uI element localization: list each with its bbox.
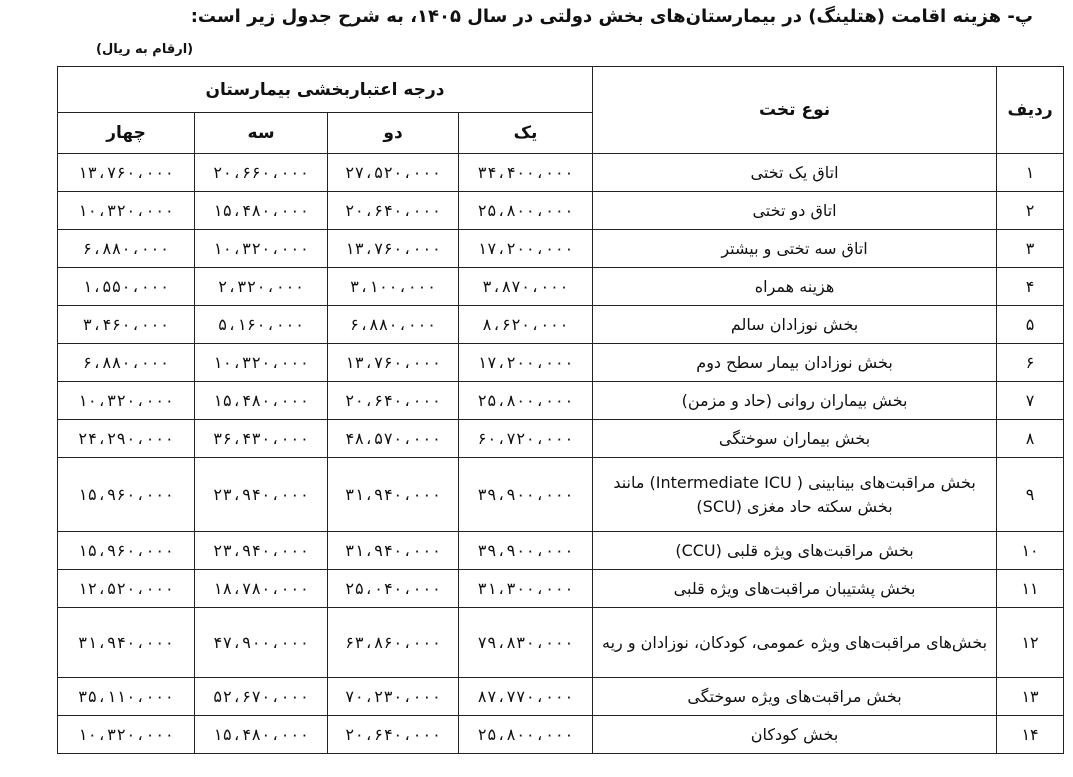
grade-3-cost-cell: ۱۵،۴۸۰،۰۰۰ <box>195 192 328 230</box>
grade-3-cost-cell: ۵۲،۶۷۰،۰۰۰ <box>195 678 328 716</box>
grade-4-cost-cell: ۳،۴۶۰،۰۰۰ <box>58 306 195 344</box>
grade-1-cost-cell: ۱۷،۲۰۰،۰۰۰ <box>459 344 593 382</box>
grade-3-cost-cell: ۳۶،۴۳۰،۰۰۰ <box>195 420 328 458</box>
unit-note: (ارقام به ریال) <box>96 42 194 57</box>
hoteling-cost-table <box>57 66 1064 754</box>
grade-2-cost-cell: ۴۸،۵۷۰،۰۰۰ <box>328 420 459 458</box>
table-row <box>58 608 1064 678</box>
grade-2-cost-cell: ۳۱،۹۴۰،۰۰۰ <box>328 458 459 532</box>
row-index-cell: ۱۲ <box>997 608 1064 678</box>
bed-type-cell: بخش نوزادان بیمار سطح دوم <box>593 344 997 382</box>
grade-4-cost-cell: ۳۵،۱۱۰،۰۰۰ <box>58 678 195 716</box>
grade-4-cost-cell: ۳۱،۹۴۰،۰۰۰ <box>58 608 195 678</box>
bed-type-cell: بخش بیماران سوختگی <box>593 420 997 458</box>
grade-2-cost-cell: ۶،۸۸۰،۰۰۰ <box>328 306 459 344</box>
row-index-cell: ۶ <box>997 344 1064 382</box>
header-row-index: ردیف <box>997 67 1064 154</box>
row-index-cell: ۱۰ <box>997 532 1064 570</box>
grade-2-cost-cell: ۲۰،۶۴۰،۰۰۰ <box>328 716 459 754</box>
grade-1-cost-cell: ۲۵،۸۰۰،۰۰۰ <box>459 716 593 754</box>
table-row <box>58 230 1064 268</box>
bed-type-cell: اتاق دو تختی <box>593 192 997 230</box>
grade-4-cost-cell: ۱۰،۳۲۰،۰۰۰ <box>58 192 195 230</box>
grade-4-cost-cell: ۱،۵۵۰،۰۰۰ <box>58 268 195 306</box>
grade-3-cost-cell: ۲۳،۹۴۰،۰۰۰ <box>195 458 328 532</box>
grade-3-cost-cell: ۱۵،۴۸۰،۰۰۰ <box>195 382 328 420</box>
grade-2-cost-cell: ۷۰،۲۳۰،۰۰۰ <box>328 678 459 716</box>
grade-3-cost-cell: ۵،۱۶۰،۰۰۰ <box>195 306 328 344</box>
document-caption: پ- هزینه اقامت (هتلینگ) در بیمارستان‌های بخش دولتی در سال ۱۴۰۵، به شرح جدول زیر است: <box>190 6 1033 27</box>
bed-type-cell: بخش مراقبت‌های ویژه قلبی (CCU) <box>593 532 997 570</box>
grade-2-cost-cell: ۲۵،۰۴۰،۰۰۰ <box>328 570 459 608</box>
grade-2-cost-cell: ۳،۱۰۰،۰۰۰ <box>328 268 459 306</box>
grade-2-cost-cell: ۲۰،۶۴۰،۰۰۰ <box>328 192 459 230</box>
header-accreditation-grade: درجه اعتباربخشی بیمارستان <box>58 67 593 113</box>
bed-type-cell: اتاق سه تختی و بیشتر <box>593 230 997 268</box>
row-index-cell: ۵ <box>997 306 1064 344</box>
grade-1-cost-cell: ۳،۸۷۰،۰۰۰ <box>459 268 593 306</box>
grade-3-cost-cell: ۴۷،۹۰۰،۰۰۰ <box>195 608 328 678</box>
bed-type-cell: بخش بیماران روانی (حاد و مزمن) <box>593 382 997 420</box>
grade-1-cost-cell: ۳۱،۳۰۰،۰۰۰ <box>459 570 593 608</box>
bed-type-cell: بخش مراقبت‌های بینابینی ( Intermediate ICU) مانند بخش سکته حاد مغزی (SCU) <box>593 458 997 532</box>
grade-4-cost-cell: ۱۰،۳۲۰،۰۰۰ <box>58 382 195 420</box>
grade-4-cost-cell: ۱۲،۵۲۰،۰۰۰ <box>58 570 195 608</box>
grade-3-cost-cell: ۲۰،۶۶۰،۰۰۰ <box>195 154 328 192</box>
grade-4-cost-cell: ۱۵،۹۶۰،۰۰۰ <box>58 532 195 570</box>
row-index-cell: ۷ <box>997 382 1064 420</box>
grade-4-cost-cell: ۱۳،۷۶۰،۰۰۰ <box>58 154 195 192</box>
grade-1-cost-cell: ۲۵،۸۰۰،۰۰۰ <box>459 382 593 420</box>
grade-1-cost-cell: ۳۴،۴۰۰،۰۰۰ <box>459 154 593 192</box>
grade-4-cost-cell: ۶،۸۸۰،۰۰۰ <box>58 344 195 382</box>
header-grade-1: یک <box>459 113 593 154</box>
row-index-cell: ۱۱ <box>997 570 1064 608</box>
grade-2-cost-cell: ۱۳،۷۶۰،۰۰۰ <box>328 230 459 268</box>
row-index-cell: ۲ <box>997 192 1064 230</box>
grade-2-cost-cell: ۶۳،۸۶۰،۰۰۰ <box>328 608 459 678</box>
grade-3-cost-cell: ۲،۳۲۰،۰۰۰ <box>195 268 328 306</box>
table-row <box>58 458 1064 532</box>
grade-3-cost-cell: ۲۳،۹۴۰،۰۰۰ <box>195 532 328 570</box>
table-row <box>58 344 1064 382</box>
grade-1-cost-cell: ۲۵،۸۰۰،۰۰۰ <box>459 192 593 230</box>
table-row <box>58 678 1064 716</box>
row-index-cell: ۴ <box>997 268 1064 306</box>
grade-1-cost-cell: ۳۹،۹۰۰،۰۰۰ <box>459 458 593 532</box>
table-row <box>58 532 1064 570</box>
grade-4-cost-cell: ۱۵،۹۶۰،۰۰۰ <box>58 458 195 532</box>
grade-2-cost-cell: ۳۱،۹۴۰،۰۰۰ <box>328 532 459 570</box>
grade-4-cost-cell: ۶،۸۸۰،۰۰۰ <box>58 230 195 268</box>
table-row <box>58 268 1064 306</box>
table-row <box>58 154 1064 192</box>
grade-4-cost-cell: ۲۴،۲۹۰،۰۰۰ <box>58 420 195 458</box>
bed-type-cell: بخش کودکان <box>593 716 997 754</box>
bed-type-cell: بخش پشتیبان مراقبت‌های ویژه قلبی <box>593 570 997 608</box>
table-row <box>58 306 1064 344</box>
row-index-cell: ۱۴ <box>997 716 1064 754</box>
bed-type-cell: بخش مراقبت‌های ویژه سوختگی <box>593 678 997 716</box>
grade-1-cost-cell: ۳۹،۹۰۰،۰۰۰ <box>459 532 593 570</box>
header-bed-type: نوع تخت <box>593 67 997 154</box>
grade-4-cost-cell: ۱۰،۳۲۰،۰۰۰ <box>58 716 195 754</box>
grade-3-cost-cell: ۱۵،۴۸۰،۰۰۰ <box>195 716 328 754</box>
table-row <box>58 192 1064 230</box>
header-grade-2: دو <box>328 113 459 154</box>
bed-type-cell: هزینه همراه <box>593 268 997 306</box>
table-row <box>58 716 1064 754</box>
header-grade-4: چهار <box>58 113 195 154</box>
table-row <box>58 570 1064 608</box>
grade-3-cost-cell: ۱۰،۳۲۰،۰۰۰ <box>195 230 328 268</box>
bed-type-cell: اتاق یک تختی <box>593 154 997 192</box>
row-index-cell: ۱ <box>997 154 1064 192</box>
grade-1-cost-cell: ۸،۶۲۰،۰۰۰ <box>459 306 593 344</box>
table-row <box>58 382 1064 420</box>
bed-type-cell: بخش نوزادان سالم <box>593 306 997 344</box>
header-grade-3: سه <box>195 113 328 154</box>
grade-1-cost-cell: ۷۹،۸۳۰،۰۰۰ <box>459 608 593 678</box>
bed-type-cell: بخش‌های مراقبت‌های ویژه عمومی، کودکان، نوزادان و ریه <box>593 608 997 678</box>
grade-2-cost-cell: ۱۳،۷۶۰،۰۰۰ <box>328 344 459 382</box>
table-row <box>58 420 1064 458</box>
grade-2-cost-cell: ۲۰،۶۴۰،۰۰۰ <box>328 382 459 420</box>
row-index-cell: ۹ <box>997 458 1064 532</box>
grade-3-cost-cell: ۱۸،۷۸۰،۰۰۰ <box>195 570 328 608</box>
row-index-cell: ۳ <box>997 230 1064 268</box>
row-index-cell: ۱۳ <box>997 678 1064 716</box>
grade-1-cost-cell: ۶۰،۷۲۰،۰۰۰ <box>459 420 593 458</box>
row-index-cell: ۸ <box>997 420 1064 458</box>
header-row-1 <box>58 67 1064 113</box>
grade-2-cost-cell: ۲۷،۵۲۰،۰۰۰ <box>328 154 459 192</box>
grade-1-cost-cell: ۱۷،۲۰۰،۰۰۰ <box>459 230 593 268</box>
grade-3-cost-cell: ۱۰،۳۲۰،۰۰۰ <box>195 344 328 382</box>
grade-1-cost-cell: ۸۷،۷۷۰،۰۰۰ <box>459 678 593 716</box>
